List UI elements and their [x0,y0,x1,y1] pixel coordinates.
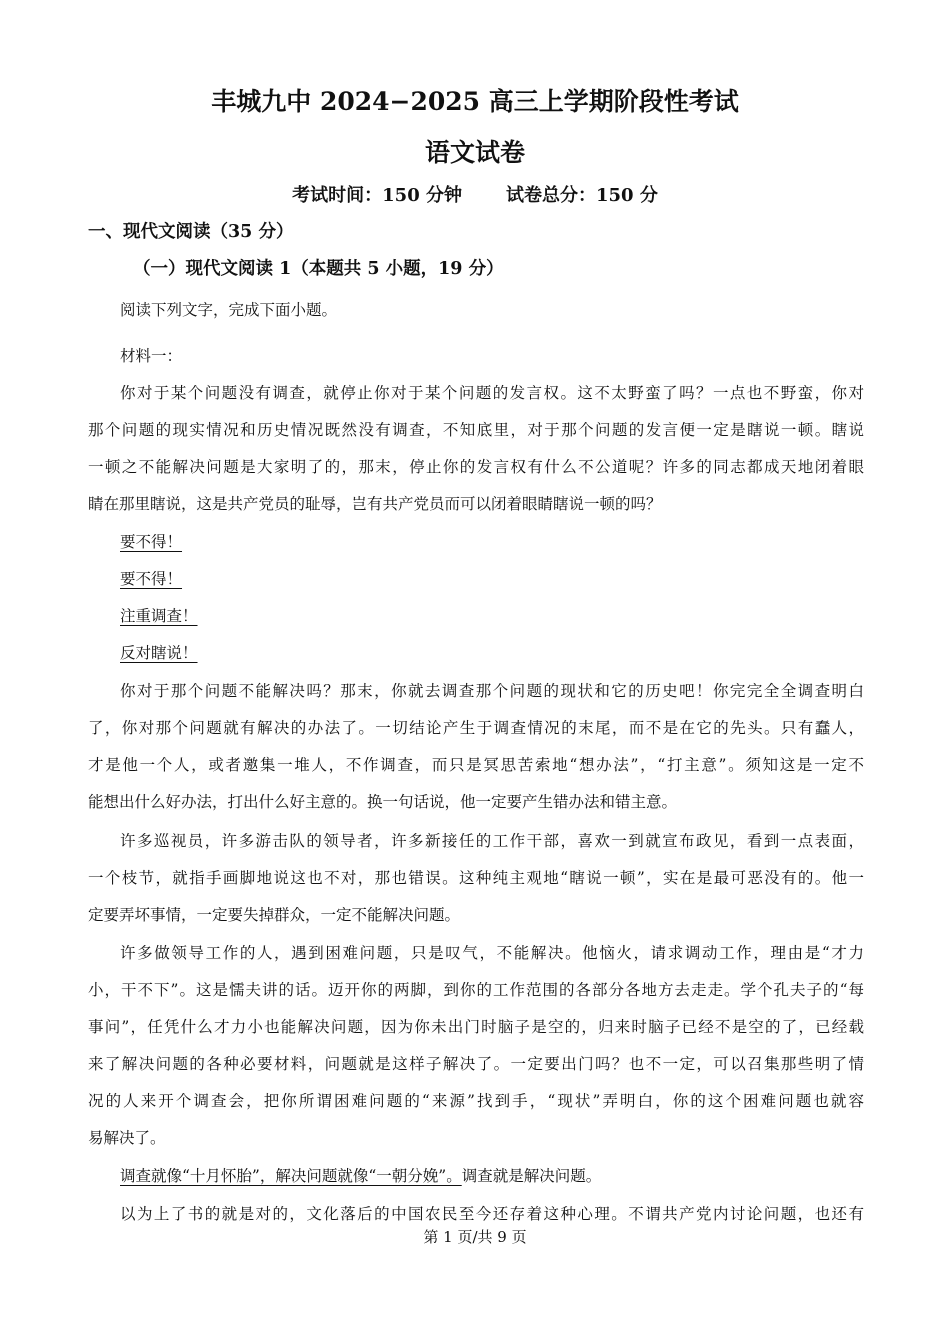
text-line: 睛在那里瞎说，这是共产党员的耻辱，岂有共产党员而可以闭着眼睛瞎说一顿的吗？ [88,495,662,513]
material-label: 材料一： [120,347,183,365]
section-heading: 一、现代文阅读（35 分） [88,222,294,242]
text-line: 许多做领导工作的人，遇到困难问题，只是叹气，不能解决。他恼火，请求调动工作，理由是“才力 [120,944,864,962]
slogan: 反对瞎说！ [120,644,198,662]
slogan: 要不得！ [120,570,183,588]
text-line: 易解决了。 [88,1129,166,1147]
text-line: 小，干不下”。这是懦夫讲的话。迈开你的两脚，到你的工作范围的各部分各地方去走走。学个孔夫子的“每 [88,981,864,999]
text-line: 你对于那个问题不能解决吗？那末，你就去调查那个问题的现状和它的历史吧！你完完全全调查明白 [120,682,864,700]
exam-time: 考试时间：150 分钟 [292,185,462,206]
subsection-heading: （一）现代文阅读 1（本题共 5 小题，19 分） [133,259,504,279]
exam-subtitle: 语文试卷 [424,138,525,167]
text-line: 来了解决问题的各种必要材料，问题就是这样子解决了。一定要出门吗？也不一定，可以召集那些明了情 [88,1055,864,1073]
text-line: 你对于某个问题没有调查，就停止你对于某个问题的发言权。这不太野蛮了吗？一点也不野蛮，你对 [120,384,864,402]
text-line: 况的人来开个调查会，把你所谓困难问题的“来源”找到手，“现状”弄明白，你的这个困难问题也就容 [88,1092,864,1110]
page-footer: 第 1 页/共 9 页 [423,1228,527,1246]
text-span: 调查就是解决问题。 [461,1167,602,1185]
total-score: 试卷总分：150 分 [506,185,658,206]
instruction-text: 阅读下列文字，完成下面小题。 [120,301,338,319]
text-line: 那个问题的现实情况和历史情况既然没有调查，不知底里，对于那个问题的发言便一定是瞎说一顿。瞎说 [88,421,864,439]
exam-title: 丰城九中 2024−2025 高三上学期阶段性考试 [211,87,739,116]
text-line: 一顿之不能解决问题是大家明了的，那末，停止你的发言权有什么不公道呢？许多的同志都成天地闭着眼 [88,458,864,476]
text-line: 许多巡视员，许多游击队的领导者，许多新接任的工作干部，喜欢一到就宣布政见，看到一点表面， [120,832,864,850]
text-line: 以为上了书的就是对的，文化落后的中国农民至今还存着这种心理。不谓共产党内讨论问题，也还有 [120,1205,864,1223]
text-line: 一个枝节，就指手画脚地说这也不对，那也错误。这种纯主观地“瞎说一顿”，实在是最可恶没有的。他一 [88,869,864,887]
text-line: 能想出什么好办法，打出什么好主意的。换一句话说，他一定要产生错办法和错主意。 [88,793,678,811]
exam-info [0,181,950,207]
slogan: 要不得！ [120,533,183,551]
text-line: 了，你对那个问题就有解决的办法了。一切结论产生于调查情况的末尾，而不是在它的先头。只有蠢人， [88,719,864,737]
underlined-text: 调查就像“十月怀胎”，解决问题就像“一朝分娩”。 [120,1167,462,1185]
slogan: 注重调查！ [120,607,198,625]
paragraph-5 [120,1164,601,1186]
text-line: 事问”，任凭什么才力小也能解决问题，因为你未出门时脑子是空的，归来时脑子已经不是空的了，已经载 [88,1018,864,1036]
text-line: 定要弄坏事情，一定要失掉群众，一定不能解决问题。 [88,906,461,924]
text-line: 才是他一个人，或者邀集一堆人，不作调查，而只是冥思苦索地“想办法”，“打主意”。须知这是一定不 [88,756,864,774]
